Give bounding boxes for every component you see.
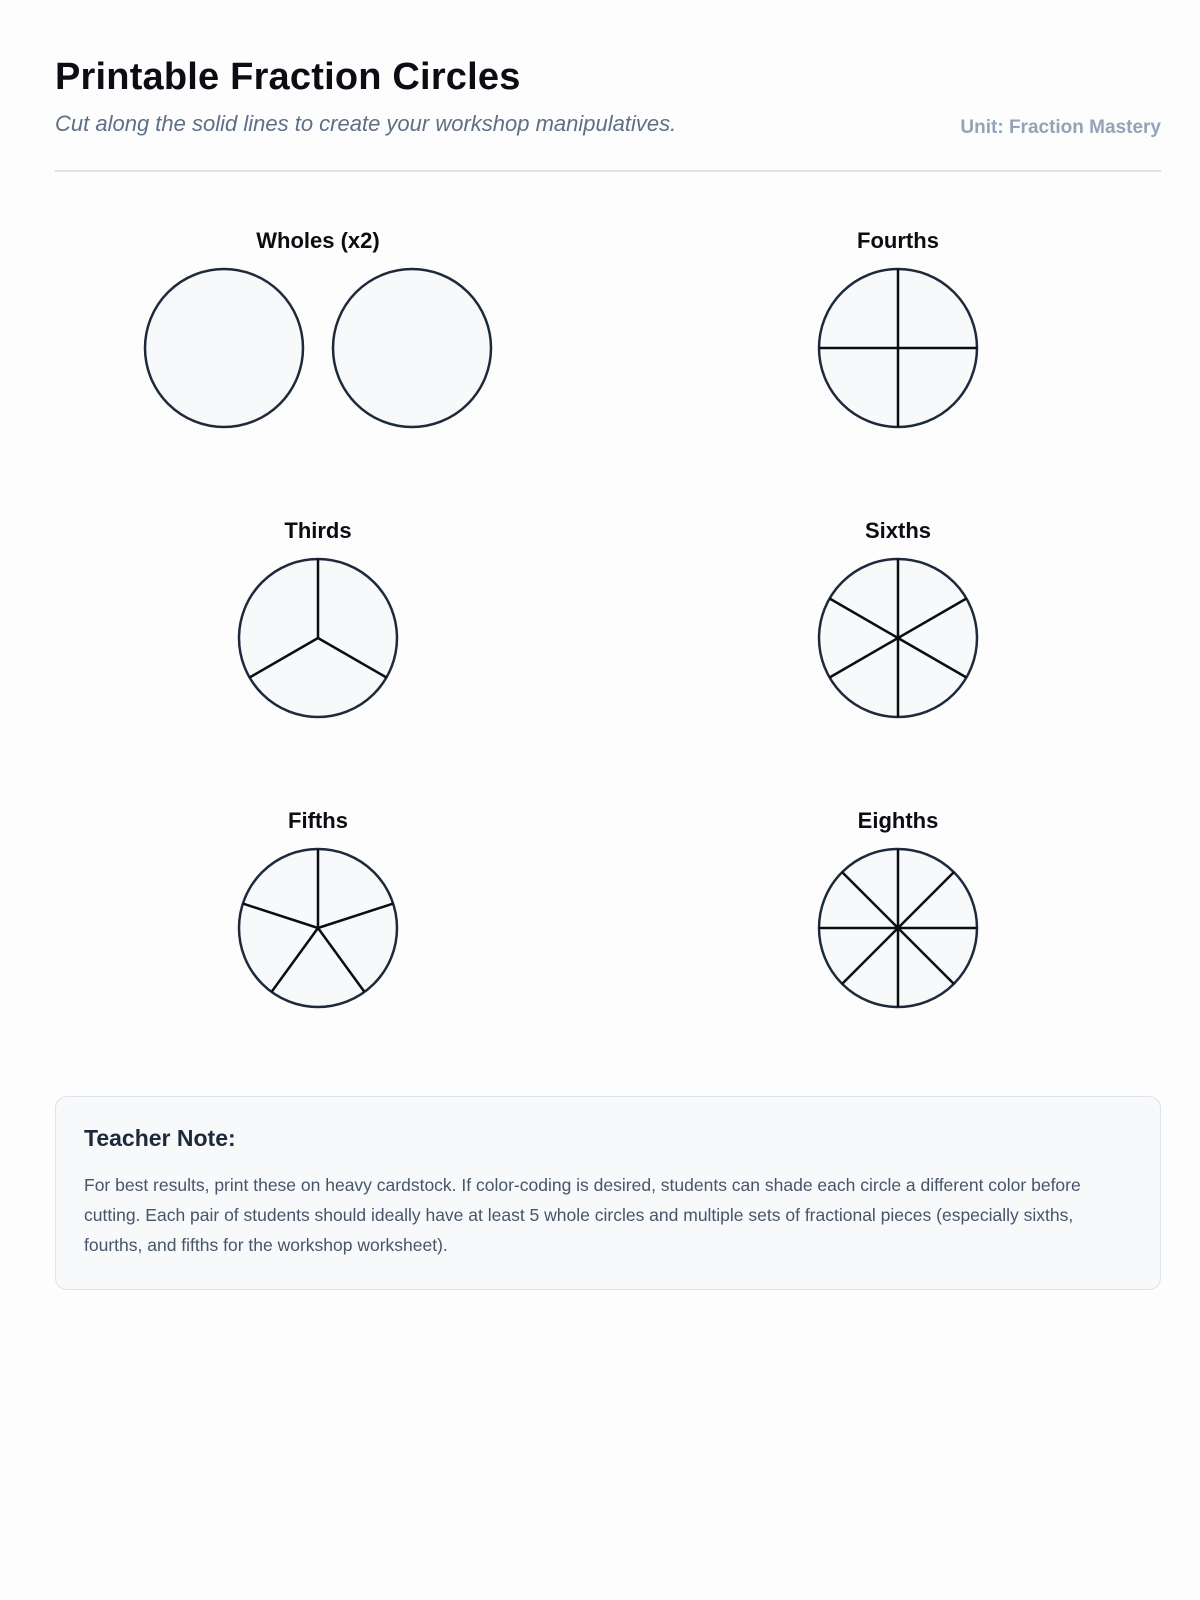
unit-label: Unit: Fraction Mastery bbox=[960, 117, 1161, 138]
fraction-circles-fifths bbox=[38, 846, 598, 1010]
fraction-circle bbox=[145, 269, 303, 427]
teacher-note bbox=[55, 1096, 1161, 1290]
fraction-circles-wholes bbox=[38, 266, 598, 430]
fraction-set-thirds bbox=[38, 516, 598, 546]
fraction-set-label: Fourths bbox=[857, 228, 939, 253]
fraction-circles-fourths bbox=[618, 266, 1178, 430]
teacher-note-body: For best results, print these on heavy cardstock. If color-coding is desired, students can shade each circle a different color before cutting. Each pair of students should ideally have at least 5 whole circles and multiple sets of fractional pieces (especially sixths, fourths, and fifths for the workshop worksheet). bbox=[84, 1175, 1081, 1255]
fraction-set-fifths bbox=[38, 806, 598, 836]
fraction-circles-thirds bbox=[38, 556, 598, 720]
fraction-set-sixths bbox=[618, 516, 1178, 546]
fraction-set-label: Wholes (x2) bbox=[256, 228, 380, 253]
fraction-circle bbox=[333, 269, 491, 427]
fraction-circles-sixths bbox=[618, 556, 1178, 720]
fraction-set-label: Eighths bbox=[857, 808, 939, 833]
page-subtitle: Cut along the solid lines to create your workshop manipulatives. bbox=[55, 111, 677, 136]
fraction-set-label: Thirds bbox=[284, 518, 352, 543]
fraction-set-eighths bbox=[618, 806, 1178, 836]
page-header bbox=[55, 56, 1161, 172]
fraction-set-wholes bbox=[38, 226, 598, 256]
fraction-set-label: Fifths bbox=[288, 808, 348, 833]
fraction-circles-eighths bbox=[618, 846, 1178, 1010]
fraction-set-fourths bbox=[618, 226, 1178, 256]
page-title: Printable Fraction Circles bbox=[55, 56, 521, 98]
teacher-note-title: Teacher Note: bbox=[84, 1125, 236, 1151]
fraction-set-label: Sixths bbox=[864, 518, 932, 543]
